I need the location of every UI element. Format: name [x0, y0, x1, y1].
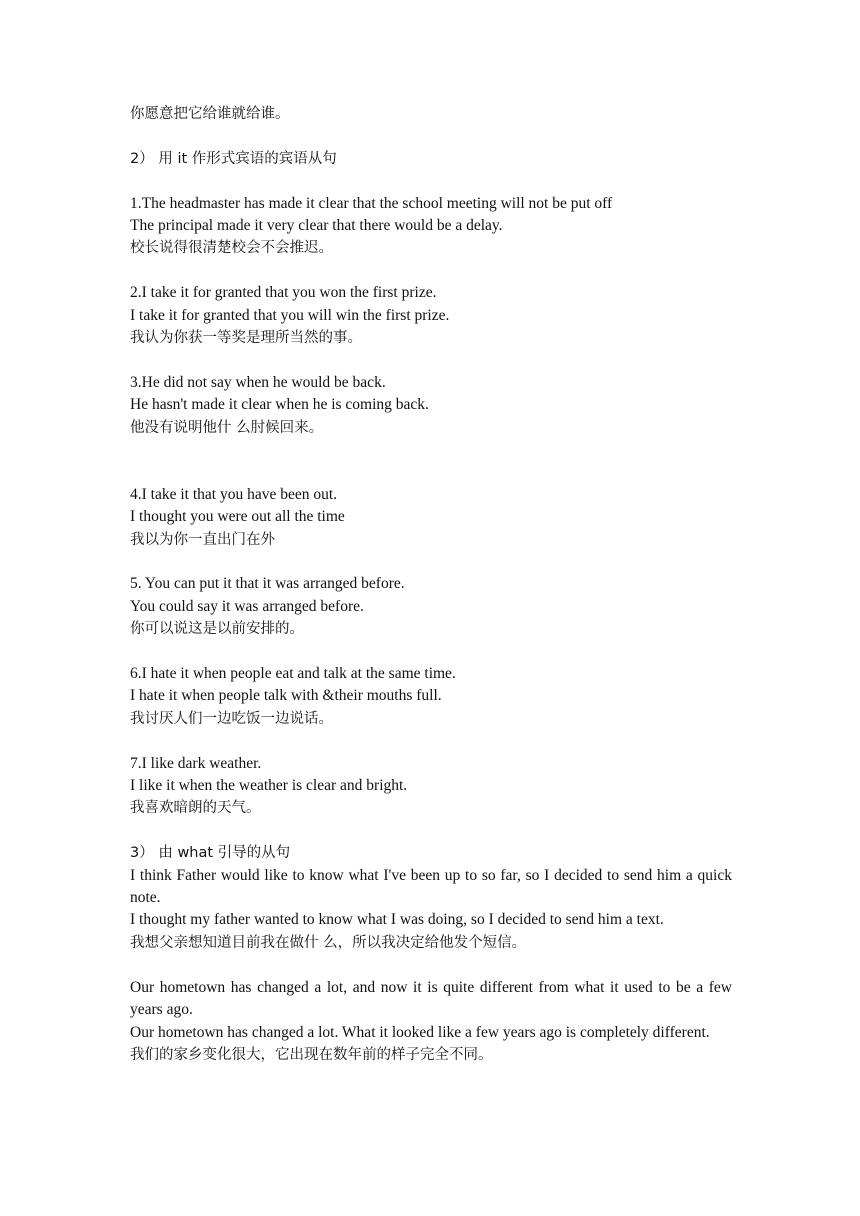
- example-7: [130, 753, 732, 820]
- example-2: [130, 282, 732, 349]
- example-sentence: 7.I like dark weather.: [130, 754, 262, 772]
- example-sentence: 4.I take it that you have been out.: [130, 485, 338, 503]
- example-paraphrase: I hate it when people talk with &their mouths full.: [130, 687, 442, 705]
- spacer: [130, 730, 732, 752]
- example-paraphrase: I take it for granted that you will win the first prize.: [130, 306, 450, 324]
- example-1: [130, 193, 732, 260]
- example-3: [130, 372, 732, 439]
- spacer: [130, 954, 732, 976]
- paragraph-translation: 我想父亲想知道目前我在做什 么，所以我决定给他发个短信。: [130, 934, 527, 951]
- intro-line: 你愿意把它给谁就给谁。: [130, 106, 290, 122]
- example-translation: 他没有说明他什 么肘候回来。: [130, 419, 324, 436]
- paragraph: I think Father would like to know what I've been up to so far, so I decided to send him a quick note.: [130, 866, 732, 907]
- spacer: [130, 349, 732, 371]
- example-sentence: 5. You can put it that it was arranged before.: [130, 575, 405, 593]
- spacer: [130, 641, 732, 663]
- example-translation: 我讨厌人们一边吃饭一边说话。: [130, 710, 333, 727]
- paragraph-translation: 我们的家乡变化很大，它出现在数年前的样子完全不同。: [130, 1046, 493, 1063]
- example-paraphrase: I like it when the weather is clear and bright.: [130, 777, 408, 795]
- example-paraphrase: You could say it was arranged before.: [130, 597, 364, 615]
- example-sentence: 3.He did not say when he would be back.: [130, 373, 386, 391]
- paragraph: I thought my father wanted to know what I was doing, so I decided to send him a text.: [130, 911, 664, 929]
- example-sentence: 6.I hate it when people eat and talk at the same time.: [130, 665, 456, 683]
- paragraph: Our hometown has changed a lot, and now it is quite different from what it used to be a few years ago.: [130, 978, 732, 1019]
- spacer: [130, 551, 732, 573]
- section-3-heading: 3） 由 what 引导的从句: [130, 845, 291, 862]
- example-paraphrase: He hasn't made it clear when he is coming back.: [130, 396, 429, 414]
- example-translation: 校长说得很清楚校会不会推迟。: [130, 240, 333, 257]
- section-3-block: [130, 865, 732, 1067]
- example-translation: 我以为你一直出门在外: [130, 531, 275, 548]
- paragraph: Our hometown has changed a lot. What it looked like a few years ago is completely different.: [130, 1023, 710, 1041]
- example-translation: 你可以说这是以前安排的。: [130, 621, 304, 638]
- example-6: [130, 663, 732, 730]
- example-translation: 我喜欢暗朗的天气。: [130, 800, 261, 817]
- spacer: [130, 260, 732, 282]
- spacer: [130, 125, 732, 147]
- spacer: [130, 820, 732, 842]
- example-sentence: 2.I take it for granted that you won the first prize.: [130, 284, 437, 302]
- example-4: [130, 484, 732, 551]
- section-2-heading: 2） 用 it 作形式宾语的宾语从句: [130, 150, 337, 167]
- spacer: [130, 439, 732, 484]
- example-paraphrase: The principal made it very clear that there would be a delay.: [130, 217, 503, 234]
- example-translation: 我认为你获一等奖是理所当然的事。: [130, 330, 362, 347]
- document-page: [130, 103, 732, 1066]
- example-paraphrase: I thought you were out all the time: [130, 508, 345, 526]
- example-sentence: 1.The headmaster has made it clear that the school meeting will not be put off: [130, 194, 613, 212]
- example-5: [130, 573, 732, 640]
- spacer: [130, 170, 732, 192]
